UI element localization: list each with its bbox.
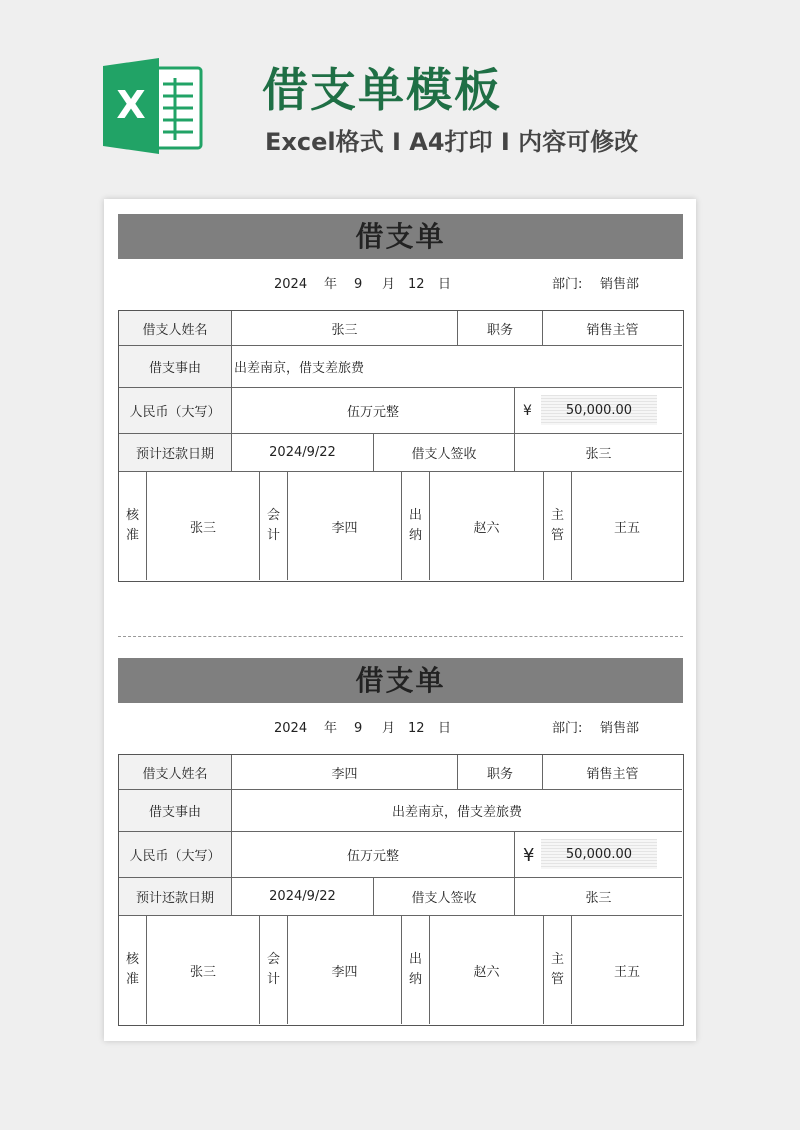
manager-value[interactable]: 王五	[613, 520, 640, 536]
year-value: 2024	[274, 277, 308, 292]
due-date-value[interactable]: 2024/9/22	[232, 434, 374, 472]
signer-value[interactable]: 张三	[515, 878, 682, 916]
dept-value: 销售部	[600, 721, 640, 736]
day-value: 12	[408, 277, 425, 292]
cashier-label: 出 纳	[402, 472, 430, 580]
form-table	[118, 310, 684, 582]
day-label: 日	[438, 721, 452, 736]
approve-label: 核 准	[119, 472, 147, 580]
month-label: 月	[382, 721, 396, 736]
amount-value[interactable]: 50,000.00	[541, 839, 657, 869]
svg-text:X: X	[116, 83, 146, 127]
accountant-value[interactable]: 李四	[288, 472, 402, 580]
accountant-label: 会 计	[260, 472, 288, 580]
form-table	[118, 754, 684, 1026]
dept-label: 部门:	[552, 721, 583, 736]
position-label: 职务	[458, 755, 543, 790]
manager-label: 主 管	[544, 916, 572, 1024]
reason-label: 借支事由	[119, 790, 232, 832]
month-value: 9	[354, 277, 363, 292]
form-title: 借支单	[118, 658, 683, 703]
due-date-value[interactable]: 2024/9/22	[232, 878, 374, 916]
reason-value[interactable]: 出差南京，借支差旅费	[232, 790, 682, 832]
cashier-value[interactable]: 赵六	[430, 916, 544, 1024]
accountant-value[interactable]: 李四	[288, 916, 402, 1024]
amount-value[interactable]: 50,000.00	[541, 395, 657, 425]
borrower-label: 借支人姓名	[119, 311, 232, 346]
dept-value: 销售部	[600, 277, 640, 292]
borrower-value[interactable]: 张三	[232, 311, 458, 346]
page-subtitle: Excel格式 I A4打印 I 内容可修改	[265, 128, 639, 156]
sign-label: 借支人签收	[374, 878, 515, 916]
year-value: 2024	[274, 721, 308, 736]
rmb-label: 人民币（大写）	[119, 832, 232, 878]
amount-cell	[515, 832, 682, 878]
borrower-value[interactable]: 李四	[232, 755, 458, 790]
signer-value[interactable]: 张三	[515, 434, 682, 472]
excel-logo-icon	[103, 58, 203, 154]
sign-label: 借支人签收	[374, 434, 515, 472]
form-title: 借支单	[118, 214, 683, 259]
cut-line	[118, 636, 683, 637]
cashier-value[interactable]: 赵六	[430, 472, 544, 580]
borrower-label: 借支人姓名	[119, 755, 232, 790]
rmb-upper-value[interactable]: 伍万元整	[232, 388, 515, 434]
day-label: 日	[438, 277, 452, 292]
approver-value[interactable]: 张三	[147, 472, 260, 580]
approve-label: 核 准	[119, 916, 147, 1024]
month-value: 9	[354, 721, 363, 736]
year-label: 年	[324, 277, 338, 292]
document-page	[104, 199, 696, 1041]
rmb-upper-value[interactable]: 伍万元整	[232, 832, 515, 878]
position-value[interactable]: 销售主管	[543, 755, 682, 790]
due-label: 预计还款日期	[119, 434, 232, 472]
accountant-label: 会 计	[260, 916, 288, 1024]
dept-label: 部门:	[552, 277, 583, 292]
approver-value[interactable]: 张三	[147, 916, 260, 1024]
reason-label: 借支事由	[119, 346, 232, 388]
day-value: 12	[408, 721, 425, 736]
date-line	[118, 276, 683, 294]
cashier-label: 出 纳	[402, 916, 430, 1024]
year-label: 年	[324, 721, 338, 736]
yen-symbol: ¥	[523, 403, 532, 419]
manager-label: 主 管	[544, 472, 572, 580]
position-label: 职务	[458, 311, 543, 346]
manager-value[interactable]: 王五	[613, 964, 640, 980]
month-label: 月	[382, 277, 396, 292]
rmb-label: 人民币（大写）	[119, 388, 232, 434]
date-line	[118, 720, 683, 738]
page-title: 借支单模板	[262, 63, 502, 117]
yen-symbol: ¥	[523, 844, 535, 866]
reason-value[interactable]: 出差南京，借支差旅费	[232, 346, 682, 388]
due-label: 预计还款日期	[119, 878, 232, 916]
amount-cell	[515, 388, 682, 434]
position-value[interactable]: 销售主管	[543, 311, 682, 346]
